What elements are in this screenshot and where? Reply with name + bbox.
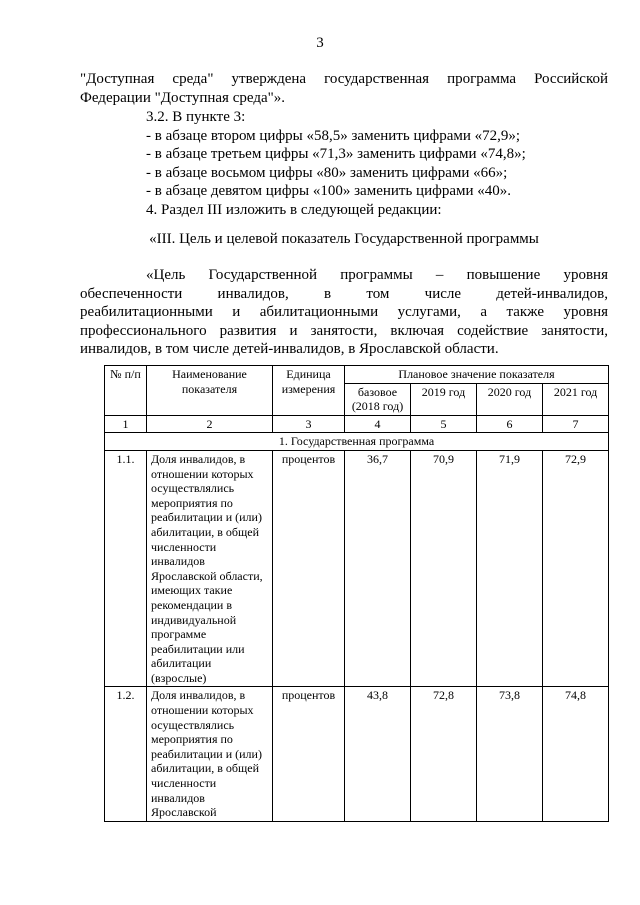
intro-paragraph xyxy=(80,70,608,107)
table-header-row xyxy=(105,366,609,384)
row-2020: 71,9 xyxy=(477,450,543,687)
amendment-item: - в абзаце третьем цифры «71,3» заменить цифрами «74,8»; xyxy=(146,146,526,163)
intro-line-2: Федерации "Доступная среда"». xyxy=(80,89,285,106)
column-number: 1 xyxy=(105,415,147,433)
header-2020: 2020 год xyxy=(477,383,543,415)
header-2019: 2019 год xyxy=(411,383,477,415)
goal-line-2: обеспеченности инвалидов, в том числе детей-инвалидов, xyxy=(80,285,608,302)
amendment-item: - в абзаце девятом цифры «100» заменить цифрами «40». xyxy=(146,183,512,200)
row-2019: 72,8 xyxy=(411,687,477,821)
column-number: 4 xyxy=(345,415,411,433)
column-number: 3 xyxy=(273,415,345,433)
row-name: Доля инвалидов, в отношении которых осуществлялись мероприятия по реабилитации и (или) абилитации, в общей численности инвалидов Ярославской области, имеющих такие рекомендации в индивидуальной программе реабилитации или абилитации (взрослые) xyxy=(147,450,273,687)
header-2021: 2021 год xyxy=(543,383,609,415)
row-num: 1.2. xyxy=(105,687,147,821)
row-name: Доля инвалидов, в отношении которых осуществлялись мероприятия по реабилитации и (или) абилитации, в общей численности инвалидов Ярославской xyxy=(147,687,273,821)
page-number: 3 xyxy=(316,35,324,51)
section-title: 1. Государственная программа xyxy=(105,433,609,451)
amendment-item: - в абзаце втором цифры «58,5» заменить цифрами «72,9»; xyxy=(146,127,521,144)
table-section-row xyxy=(105,433,609,451)
table-row xyxy=(105,450,609,687)
column-number-row xyxy=(105,415,609,433)
intro-line-1: "Доступная среда" утверждена государственная программа Российской xyxy=(80,71,608,87)
header-planned: Плановое значение показателя xyxy=(345,366,609,384)
goal-paragraph xyxy=(80,266,608,359)
goal-line-3: реабилитационными и абилитационными услугами, а также уровня xyxy=(80,304,608,321)
goal-line-1: «Цель Государственной программы – повышение уровня xyxy=(146,267,608,283)
table-row xyxy=(105,687,609,821)
header-name: Наименование показателя xyxy=(147,366,273,416)
row-2019: 70,9 xyxy=(411,450,477,687)
row-num: 1.1. xyxy=(105,450,147,687)
row-2021: 72,9 xyxy=(543,450,609,687)
section-instruction: 4. Раздел III изложить в следующей редакции: xyxy=(146,201,442,218)
goal-line-4: профессионального развития и занятости, включая содействие занятости, xyxy=(80,322,608,339)
indicators-table xyxy=(104,365,609,822)
row-unit: процентов xyxy=(273,450,345,687)
amendment-list xyxy=(80,108,608,220)
column-number: 2 xyxy=(147,415,273,433)
header-num: № п/п xyxy=(105,366,147,416)
row-2021: 74,8 xyxy=(543,687,609,821)
column-number: 7 xyxy=(543,415,609,433)
header-unit: Единица измерения xyxy=(273,366,345,416)
goal-line-5: инвалидов, в том числе детей-инвалидов, в Ярославской области. xyxy=(80,341,499,358)
amendment-heading: 3.2. В пункте 3: xyxy=(146,109,246,125)
row-base: 36,7 xyxy=(345,450,411,687)
section-heading: «III. Цель и целевой показатель Государственной программы xyxy=(149,231,539,247)
row-base: 43,8 xyxy=(345,687,411,821)
column-number: 6 xyxy=(477,415,543,433)
row-unit: процентов xyxy=(273,687,345,821)
header-base: базовое (2018 год) xyxy=(345,383,411,415)
column-number: 5 xyxy=(411,415,477,433)
row-2020: 73,8 xyxy=(477,687,543,821)
amendment-item: - в абзаце восьмом цифры «80» заменить цифрами «66»; xyxy=(146,164,508,181)
